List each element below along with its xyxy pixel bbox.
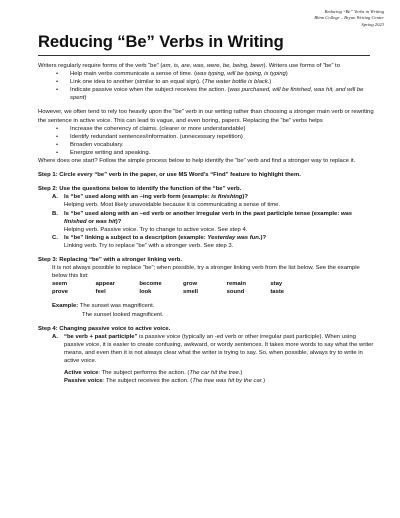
- definition-example: The tree was hit by the car.: [192, 378, 264, 385]
- header-doc-title: Reducing “Be” Verbs in Writing: [324, 9, 384, 14]
- step-4-item-a: [38, 333, 374, 365]
- intro-bullet-list: [38, 70, 374, 102]
- bullet-tail: ): [269, 79, 272, 86]
- item-answer: Helping verb. Most likely unavoidable because it is communicating a sense of time.: [64, 202, 281, 209]
- benefits-bullet-list: [38, 125, 374, 157]
- step-2-item-b: [38, 210, 374, 234]
- intro-bullet: [38, 70, 374, 78]
- example-before: [38, 302, 374, 310]
- header-organization: Blinn College – Bryan Writing Center: [314, 15, 384, 21]
- item-question-mid: or: [86, 218, 96, 225]
- item-question-example: is finishing: [211, 194, 243, 201]
- item-letter: A.: [52, 333, 58, 340]
- item-question: Is “be” used along with an –ing verb form (example:: [64, 194, 212, 201]
- header-term: Spring 2023: [361, 21, 384, 27]
- definition-text: : The subject performs the action. (: [98, 370, 190, 377]
- bullet-tail: ): [84, 95, 87, 102]
- example-label: Example:: [52, 303, 79, 310]
- item-letter: A.: [52, 194, 58, 201]
- linking-verb: remain: [226, 281, 246, 288]
- intro-bullet: [38, 78, 374, 86]
- intro-text-end: ). Writers use forms of “be” to: [263, 63, 340, 69]
- passive-voice-definition: [38, 377, 374, 385]
- step-2-item-c: [38, 234, 374, 250]
- linking-verb: look: [139, 289, 152, 296]
- example-after: The sunset looked magnificent.: [82, 311, 164, 318]
- bullet-example: was purchased, will be finished, was hit, and will be spent: [70, 87, 364, 102]
- bullet-text: Indicate passive voice when the subject receives the action. (: [70, 87, 230, 94]
- linking-verb: feel: [95, 289, 106, 296]
- page-header: [314, 9, 384, 28]
- intro-text: Writers regularly require forms of the verb “be” (: [38, 63, 163, 69]
- linking-verb: grow: [183, 281, 198, 288]
- item-answer: Linking verb. Try to replace “be” with a stronger verb. See step 3.: [64, 242, 234, 249]
- document-body: [38, 62, 374, 385]
- bullet-text: Link one idea to another (similar to an equal sign). (: [70, 79, 205, 86]
- linking-verb: seem: [52, 281, 68, 288]
- bullet-example: was typing, will be typing, is typing: [196, 71, 286, 78]
- linking-verb: sound: [226, 289, 245, 296]
- benefit-bullet: • Identify redundant sentences/information. (unnecessary repetition): [38, 133, 374, 141]
- step-1: Step 1: Circle every “be” verb in the paper, or use MS Word’s “Find” feature to highlight them.: [38, 172, 301, 179]
- passive-formula: “be verb + past participle”: [64, 333, 138, 340]
- item-question-end: )?: [115, 218, 122, 225]
- definition-tail: ): [263, 378, 266, 385]
- item-question-end: )?: [242, 194, 248, 201]
- be-forms-list: am, is, are, was, were, be, being, been: [162, 63, 264, 69]
- linking-verb: prove: [52, 289, 69, 296]
- item-question-example: Yesterday was fun.: [207, 234, 261, 241]
- bullet-example: The water bottle is black.: [204, 79, 270, 86]
- item-letter: B.: [52, 210, 58, 217]
- item-letter: C.: [52, 234, 58, 241]
- active-voice-label: Active voice: [64, 370, 99, 377]
- item-answer: Helping verb. Passive voice. Try to change to active voice. See step 4.: [64, 226, 248, 233]
- passive-explanation: is passive voice (typically an -ed verb or other irregular past participle). When using passive voice, it is easier to create confusing, awkward, or wordy sentences. It takes more words to say what the writer means, and even then it is not always clear what the writer is trying to say. So, when possible, always try to write in active voice.: [64, 333, 374, 364]
- benefit-bullet: • Broaden vocabulary.: [38, 141, 374, 149]
- benefit-bullet: • Increase the coherency of claims. (clearer or more understandable): [38, 125, 374, 133]
- example-sentence: The sunset was magnificent.: [79, 303, 155, 310]
- definition-example: The car hit the tree.: [189, 370, 241, 377]
- step-4-heading: Step 4: Changing passive voice to active voice.: [38, 325, 171, 332]
- intro-paragraph: [38, 62, 374, 70]
- linking-verb: appear: [95, 281, 115, 288]
- benefit-bullet: • Energize writing and speaking.: [38, 149, 374, 157]
- title-divider: [38, 55, 370, 56]
- step-3-heading: Step 3: Replacing “be” with a stronger linking verb.: [38, 256, 183, 263]
- bullet-text: Help main verbs communicate a sense of time. (: [70, 71, 197, 78]
- definition-tail: ): [240, 370, 243, 377]
- item-question: Is “be” used along with an –ed verb or another irregular verb in the past participle tense (example:: [64, 210, 341, 217]
- definition-text: : The subject receives the action. (: [102, 378, 193, 385]
- second-paragraph: However, we often tend to rely too heavily upon the “be” verb in our writing rather than choosing a stronger main verb or rewriting the sentence in active voice. This can lead to vague, and even boring, papers. Replacing the “be” verbs helps: [38, 109, 374, 124]
- intro-bullet: [38, 86, 374, 102]
- item-question: Is “be” linking a subject to a description (example:: [64, 234, 208, 241]
- linking-verb: stay: [270, 281, 283, 288]
- item-question-example: was hit: [95, 218, 116, 225]
- step-3-text: It is not always possible to replace “be”; when possible, try a stronger linking verb from the list below. See the example below this list:: [52, 265, 360, 280]
- step-2-item-a: [38, 193, 374, 209]
- item-question-end: )?: [260, 234, 267, 241]
- page-title: Reducing “Be” Verbs in Writing: [38, 32, 284, 51]
- linking-verb: taste: [270, 289, 285, 296]
- linking-verb: smell: [183, 289, 199, 296]
- linking-verb-list: [38, 280, 314, 296]
- bullet-tail: ): [285, 71, 288, 78]
- item-question-example: was finished: [64, 210, 353, 225]
- linking-verb: become: [139, 281, 162, 288]
- step-2-heading: Step 2: Use the questions below to identify the function of the “be” verb.: [38, 186, 242, 193]
- passive-voice-label: Passive voice: [64, 378, 103, 385]
- active-voice-definition: [38, 369, 374, 377]
- process-intro: Where does one start? Follow the simple process below to help identify the “be” verb and find a stronger way to replace it.: [38, 158, 356, 165]
